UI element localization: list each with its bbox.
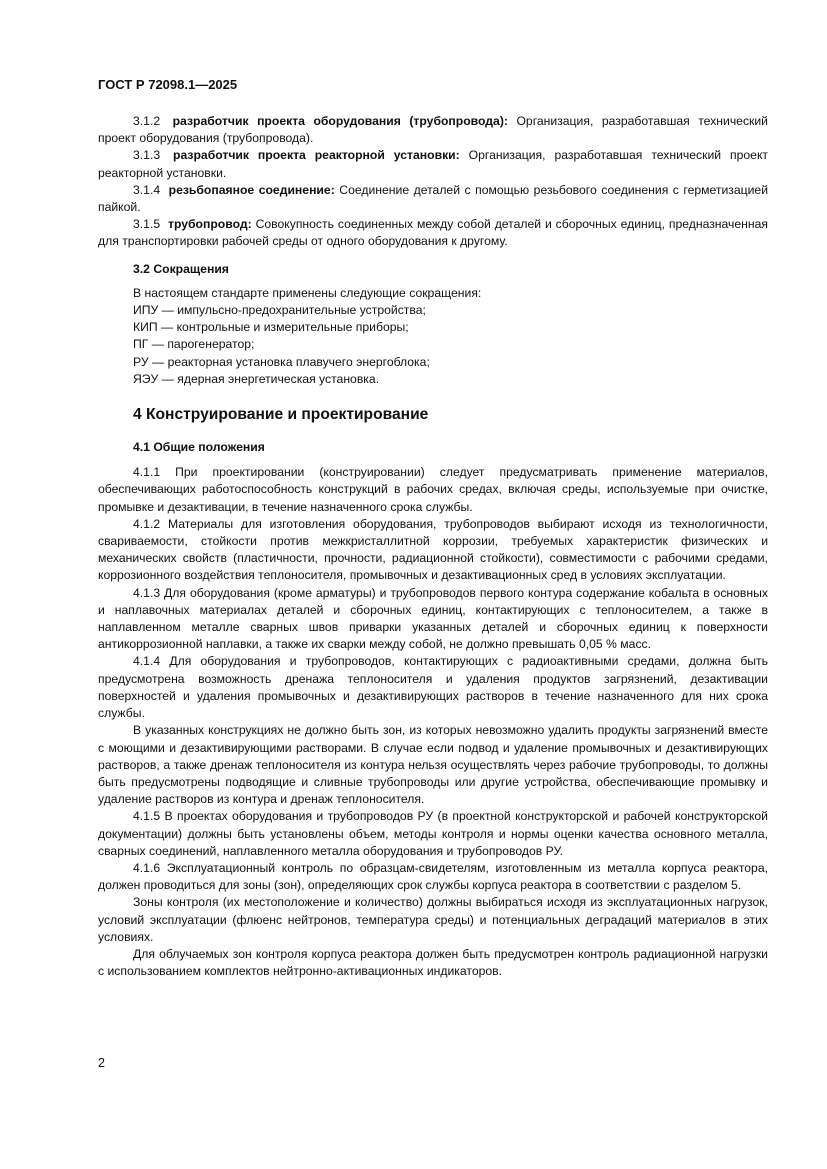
term: трубопровод: [168,217,252,232]
document-header: ГОСТ Р 72098.1—2025 [98,77,238,92]
paragraph-4-1-4-continued: В указанных конструкциях не должно быть зон, из которых невозможно удалить продукты загрязнений вместе с моющими и дезактивирующими растворами. В случае если подвод и удаление промывочных и дезактивирующих растворов, а также дренаж теплоносителя из контура нельзя осуществлять через рабочие трубопроводы, то должны быть предусмотрены подводящие и сливные трубопроводы или другие устройства, обеспечивающие промывку и удаление растворов из контура и дренаж теплоносителя. [98,723,768,807]
paragraph-4-1-6-monitoring: Для облучаемых зон контроля корпуса реактора должен быть предусмотрен контроль радиационной нагрузки с использованием комплектов нейтронно-активационных индикаторов. [98,946,768,979]
paragraph-4-1-1: 4.1.1 При проектировании (конструировании) следует предусматривать применение материалов, обеспечивающих работоспособность конструкций в рабочих средах, включая среды, используемые при очистке, промывке и дезактивации, в течение назначенного срока службы. [98,465,768,514]
abbreviation-item: КИП — контрольные и измерительные приборы; [133,320,409,335]
term-definition: Соединение деталей с помощью резьбового соединения с герметизацией пайкой. [98,182,769,215]
paragraph-4-1-3: 4.1.3 Для оборудования (кроме арматуры) и трубопроводов первого контура содержание кобальта в основных и наплавочных материалах деталей и сборочных единиц, контактирующих с теплоносителем, а также в наплавленном металле сварных швов приварки указанных деталей и сборочных единиц к поверхности антикоррозионной наплавки, а также их сварки между собой, не должно превышать 0,05 % масс. [98,585,768,652]
definition-3-1-3 [98,147,768,181]
term: резьбопаяное соединение: [168,182,335,197]
page-number: 2 [98,1056,105,1070]
abbreviation-item: ЯЭУ — ядерная энергетическая установка. [133,371,380,386]
abbreviation-item: ПГ — парогенератор; [133,337,255,352]
abbreviation-item: РУ — реакторная установка плавучего энергоблока; [133,354,430,369]
term: разработчик проекта реакторной установки: [173,148,460,163]
definition-3-1-4 [98,182,768,216]
term-definition: Совокупность соединенных между собой деталей и сборочных единиц, предназначенная для транспортировки рабочей среды от одного оборудования к другому. [98,217,769,249]
clause-number: 3.1.2 [133,114,161,128]
clause-number: 3.1.3 [133,148,161,163]
paragraph-4-1-6: 4.1.6 Эксплуатационный контроль по образцам-свидетелям, изготовленным из металла корпуса реактора, должен проводиться для зоны (зон), определяющих срок службы корпуса реактора в соответствии с разделом 5. [98,860,768,893]
abbreviations-intro: В настоящем стандарте применены следующие сокращения: [133,285,482,300]
subsection-4-1-heading: 4.1 Общие положения [133,440,265,455]
abbreviation-item: ИПУ — импульсно-предохранительные устройства; [133,303,426,318]
term-definition: Организация, разработавшая технический проект оборудования (трубопровода). [98,114,768,146]
clause-number: 3.1.5 [133,217,161,232]
paragraph-4-1-5: 4.1.5 В проектах оборудования и трубопроводов РУ (в проектной конструкторской и рабочей конструкторской документации) должны быть установлены объем, методы контроля и нормы оценки качества основного металла, сварных соединений, наплавленного металла оборудования и трубопроводов РУ. [98,809,768,858]
page-body [98,113,768,980]
abbreviations-heading: 3.2 Сокращения [133,261,229,276]
paragraph-4-1-4: 4.1.4 Для оборудования и трубопроводов, контактирующих с радиоактивными средами, должна быть предусмотрена возможность дренажа теплоносителя и удаления продуктов загрязнений, дезактивации поверхностей и удаления промывочных и дезактивирующих растворов в течение назначенного для них срока службы. [98,654,768,721]
clause-number: 3.1.4 [133,182,161,197]
definition-3-1-2 [98,113,768,147]
paragraph-4-1-6-zones: Зоны контроля (их местоположение и количество) должны выбираться исходя из эксплуатационных нагрузок, условий эксплуатации (флюенс нейтронов, температура среды) и потенциальных деградаций материалов в этих условиях. [98,895,768,944]
term: разработчик проекта оборудования (трубопровода): [172,114,508,128]
paragraph-4-1-2: 4.1.2 Материалы для изготовления оборудования, трубопроводов выбирают исходя из технологичности, свариваемости, стойкости против межкристаллитной коррозии, требуемых характеристик физических и механических свойств (пластичности, прочности, радиационной стойкости), совместимости с рабочими средами, коррозионного воздействия теплоносителя, промывочных и дезактивационных сред в условиях эксплуатации. [98,516,768,583]
term-definition: Организация, разработавшая технический проект реакторной установки. [98,148,768,180]
section-4-heading: 4 Конструирование и проектирование [133,406,429,424]
definition-3-1-5 [98,216,768,250]
